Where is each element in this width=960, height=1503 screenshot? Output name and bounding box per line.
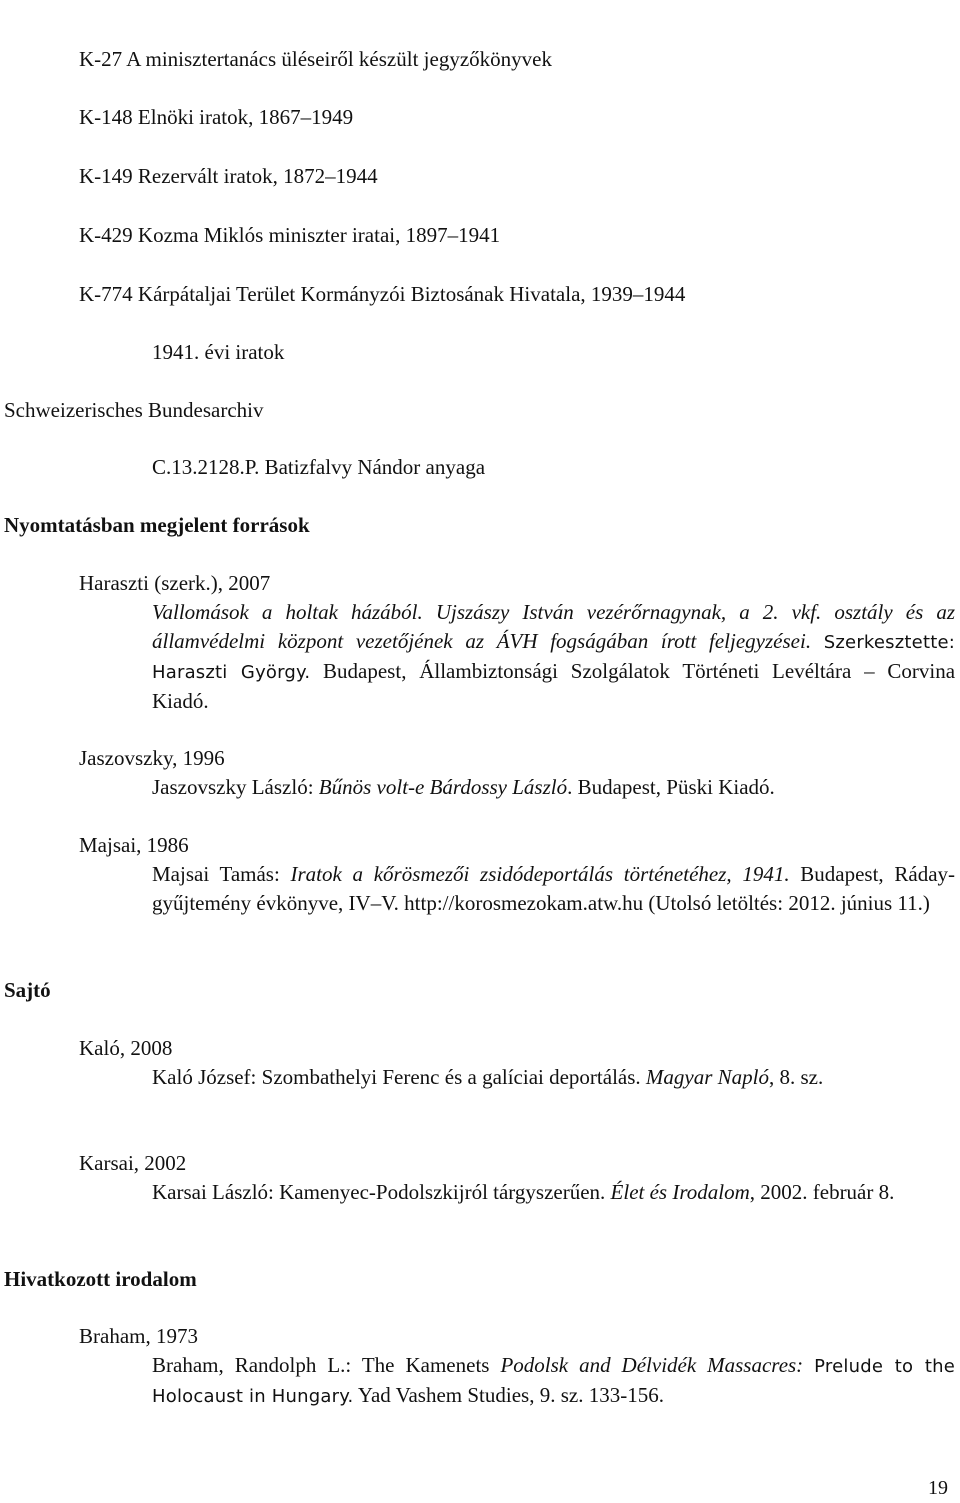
entry-key: Karsai, 2002 <box>79 1151 187 1175</box>
entry-publisher: , 2002. február 8. <box>749 1180 895 1204</box>
entry-author: Kaló József: Szombathelyi Ferenc és a galíciai deportálás. <box>152 1065 646 1089</box>
entry-author: Karsai László: Kamenyec-Podolszkijról tárgyszerűen. <box>152 1180 611 1204</box>
section-heading-printed-sources: Nyomtatásban megjelent források <box>4 513 310 537</box>
entry-body <box>152 860 955 918</box>
entry-author: Majsai Tamás: <box>152 862 291 886</box>
archive-item: K-149 Rezervált iratok, 1872–1944 <box>79 164 378 188</box>
entry-title: Magyar Napló <box>645 1065 769 1089</box>
entry-editor: Szerkesztette: Haraszti György. <box>152 632 955 683</box>
entry-publisher: Budapest, Állambiztonsági Szolgálatok Történeti Levéltára – Corvina Kiadó. <box>152 659 956 713</box>
entry-author: Braham, Randolph L.: The Kamenets <box>152 1353 501 1377</box>
page-number: 19 <box>928 1477 948 1499</box>
entry-title: Podolsk and Délvidék Massacres: <box>500 1353 804 1377</box>
archive-name: Schweizerisches Bundesarchiv <box>4 398 264 422</box>
archive-item: K-774 Kárpátaljai Terület Kormányzói Biztosának Hivatala, 1939–1944 <box>79 282 686 306</box>
section-heading-literature: Hivatkozott irodalom <box>4 1267 197 1291</box>
entry-body <box>152 1351 955 1411</box>
entry-key: Braham, 1973 <box>79 1324 198 1348</box>
entry-body <box>152 773 955 802</box>
entry-publisher: , 8. sz. <box>769 1065 824 1089</box>
archive-subitem: C.13.2128.P. Batizfalvy Nándor anyaga <box>152 455 486 479</box>
entry-body <box>152 598 955 716</box>
entry-key: Kaló, 2008 <box>79 1036 173 1060</box>
section-heading-press: Sajtó <box>4 978 51 1002</box>
entry-subtitle: Prelude to the Holocaust in Hungary. <box>152 1356 956 1407</box>
entry-key: Majsai, 1986 <box>79 833 189 857</box>
archive-item: K-148 Elnöki iratok, 1867–1949 <box>79 105 354 129</box>
entry-publisher: Budapest, Ráday-gyűjtemény évkönyve, IV–V. http://korosmezokam.atw.hu (Utolsó letöltés: 2012. június 11.) <box>152 862 956 915</box>
entry-title: Bűnös volt-e Bárdossy László <box>318 775 568 799</box>
entry-key: Haraszti (szerk.), 2007 <box>79 571 271 595</box>
entry-body <box>152 1178 955 1207</box>
entry-title: Élet és Irodalom <box>610 1180 750 1204</box>
archive-item: K-27 A minisztertanács üléseiről készült jegyzőkönyvek <box>79 47 552 71</box>
archive-subitem: 1941. évi iratok <box>152 340 285 364</box>
entry-title: Vallomások a holtak házából. Ujszászy István vezérőrnagynak, a 2. vkf. osztály és az államvédelmi központ vezetőjének az ÁVH fogságában írott feljegyzései. <box>152 600 955 653</box>
entry-key: Jaszovszky, 1996 <box>79 746 225 770</box>
entry-publisher: Yad Vashem Studies, 9. sz. 133-156. <box>353 1383 664 1407</box>
archive-item: K-429 Kozma Miklós miniszter iratai, 1897–1941 <box>79 223 501 247</box>
entry-author: Jaszovszky László: <box>152 775 319 799</box>
entry-publisher: . Budapest, Püski Kiadó. <box>567 775 775 799</box>
entry-title: Iratok a kőrösmezői zsidódeportálás történetéhez, 1941. <box>290 862 790 886</box>
entry-body <box>152 1063 955 1092</box>
